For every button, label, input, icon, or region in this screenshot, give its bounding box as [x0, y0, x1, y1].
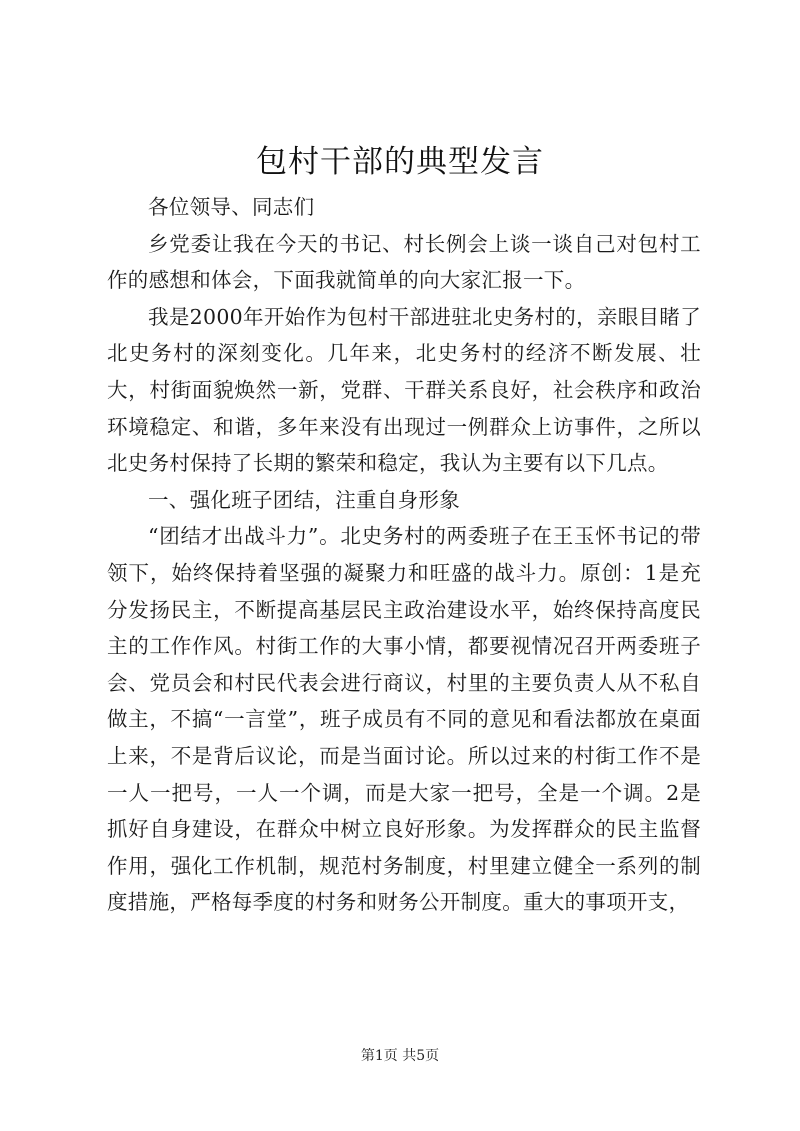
paragraph-unity: “团结才出战斗力”。北史务村的两委班子在王玉怀书记的带领下，始终保持着坚强的凝聚力和旺盛的战斗力。原创：1是充分发扬民主，不断提高基层民主政治建设水平，始终保持高度民主的工作作风。村街工作的大事小情，都要视情况召开两委班子会、党员会和村民代表会进行商议，村里的主要负责人从不私自做主，不搞“一言堂”，班子成员有不同的意见和看法都放在桌面上来，不是背后议论，而是当面讨论。所以过来的村街工作不是一人一把号，一人一个调，而是大家一把号，全是一个调。2是抓好自身建设，在群众中树立良好形象。为发挥群众的民主监督作用，强化工作机制，规范村务制度，村里建立健全一系列的制度措施，严格每季度的村务和财务公开制度。重大的事项开支，: [107, 524, 701, 915]
paragraph-background: 我是2000年开始作为包村干部进驻北史务村的，亲眼目睹了北史务村的深刻变化。几年来，北史务村的经济不断发展、壮大，村街面貌焕然一新，党群、干群关系良好，社会秩序和政治环境稳定、和谐，多年来没有出现过一例群众上访事件，之所以北史务村保持了长期的繁荣和稳定，我认为主要有以下几点。: [107, 304, 701, 476]
paragraph-salutation: 各位领导、同志们: [148, 195, 315, 219]
page-footer: 第1页 共5页: [360, 1048, 440, 1064]
section-heading-1: 一、强化班子团结，注重自身形象: [148, 487, 460, 512]
paragraph-intro: 乡党委让我在今天的书记、村长例会上谈一谈自己对包村工作的感想和体会，下面我就简单的向大家汇报一下。: [107, 231, 701, 293]
document-title: 包村干部的典型发言: [256, 144, 544, 180]
document-body: [107, 189, 701, 921]
